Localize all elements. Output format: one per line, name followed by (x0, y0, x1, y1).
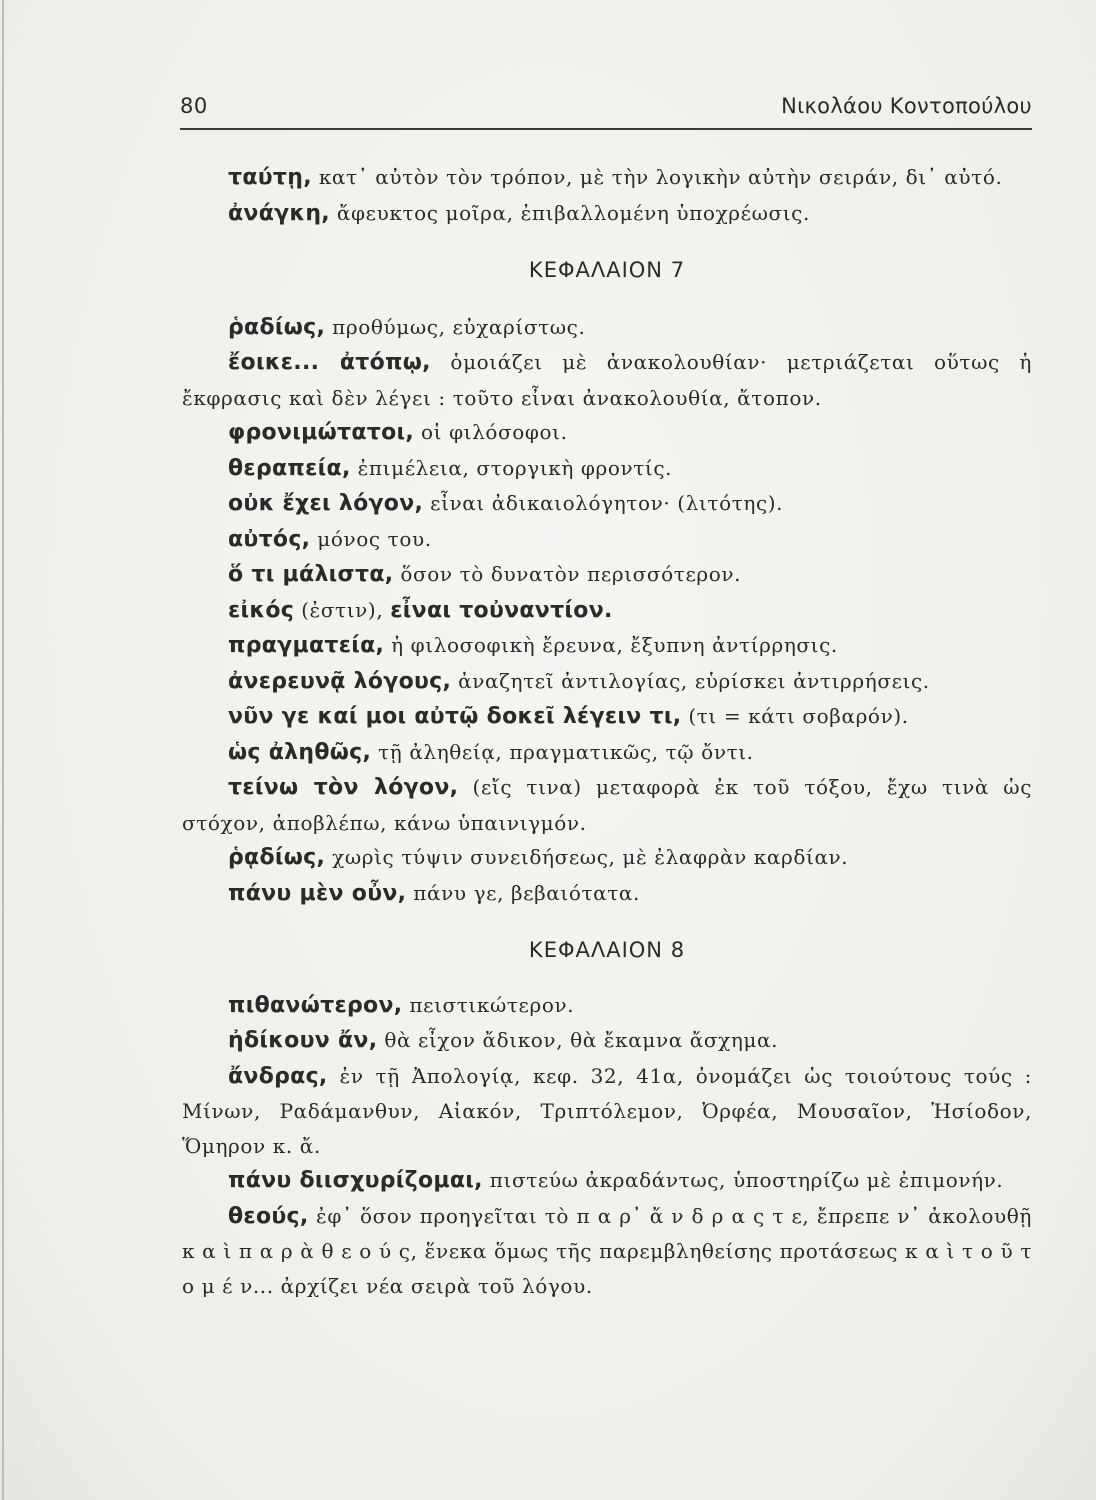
entry-gloss: πάνυ γε, βεβαιότατα. (406, 880, 640, 905)
entry-gloss: πειστικώτερον. (402, 992, 575, 1017)
glossary-block-3 (182, 988, 1032, 1304)
entry-term: θεραπεία, (228, 455, 351, 481)
entry-gloss: πιστεύω ἀκραδάντως, ὑποστηρίζω μὲ ἐπιμονήν. (482, 1168, 1004, 1192)
glossary-entry (182, 196, 1032, 232)
glossary-entry (182, 628, 1032, 664)
entry-gloss: μόνος του. (310, 526, 432, 551)
entry-gloss: ὁμοιάζει μὲ ἀνακολουθίαν· μετριάζεται οὕτως ἡ ἔκφρασις καὶ δὲν λέγει : τοῦτο εἶναι ἀνακολουθία, ἄτοπον. (182, 350, 1032, 410)
entry-term: ἠδίκουν ἄν, (228, 1028, 378, 1053)
entry-gloss: ὅσον τὸ δυνατὸν περισσότερον. (393, 562, 742, 586)
entry-term: πραγματεία, (228, 633, 385, 658)
page-body (182, 160, 1032, 1303)
entry-gloss: (τι = κάτι σοβαρόν). (681, 704, 909, 728)
glossary-entry (182, 345, 1032, 415)
entry-term: αὐτός, (228, 526, 311, 552)
entry-term: ῥᾳδίως, (228, 845, 326, 870)
glossary-entry (182, 593, 1032, 629)
entry-gloss: ἐπιμέλεια, στοργικὴ φροντίς. (350, 455, 673, 480)
glossary-entry (182, 451, 1032, 487)
entry-term: ταύτῃ, (228, 165, 312, 190)
entry-gloss: κατ᾽ αὐτὸν τὸν τρόπον, μὲ τὴν λογικὴν αὐτὴν σειράν, δι᾽ αὐτό. (311, 165, 1003, 189)
entry-gloss: ἐφ᾽ ὅσον προηγεῖται τὸ π α ρ᾽ ἄ ν δ ρ α ς τ ε, ἔπρεπε ν᾽ ἀκολουθῇ κ α ὶ π α ρ ὰ θ ε ο ύ ς, ἕνεκα ὅμως τῆς παρεμβληθείσης προτάσεως κ α ὶ τ ο ῦ τ ο μ έ ν... ἀρχίζει νέα σειρὰ τοῦ λόγου. (182, 1203, 1032, 1298)
entry-term: ἄνδρας, (228, 1063, 328, 1089)
glossary-entry (182, 160, 1032, 196)
entry-term: πάνυ διισχυρίζομαι, (228, 1168, 483, 1193)
page-number: 80 (180, 94, 208, 118)
entry-term: φρονιμώτατοι, (228, 420, 415, 445)
entry-gloss: (ἐστιν), (294, 597, 391, 622)
glossary-entry (182, 988, 1032, 1024)
entry-gloss: ἀναζητεῖ ἀντιλογίας, εὑρίσκει ἀντιρρήσεις. (451, 668, 930, 693)
entry-term: νῦν γε καί μοι αὐτῷ δοκεῖ λέγειν τι, (228, 704, 682, 729)
entry-term: ἀνάγκη, (228, 200, 330, 226)
page-edge (2, 0, 4, 1500)
entry-gloss: χωρὶς τύψιν συνειδήσεως, μὲ ἐλαφρὰν καρδίαν. (325, 845, 849, 869)
entry-term: εἰκός (228, 597, 295, 623)
entry-gloss: ἡ φιλοσοφικὴ ἔρευνα, ἔξυπνη ἀντίρρησις. (384, 633, 838, 657)
entry-term: τείνω τὸν λόγον, (228, 775, 459, 800)
running-head: Νικολάου Κοντοπούλου (781, 94, 1032, 118)
glossary-block-2 (182, 310, 1032, 912)
entry-term-secondary: εἶναι τοὐναντίον. (390, 597, 613, 623)
glossary-entry (182, 1163, 1032, 1199)
chapter-heading-8: ΚΕΦΑΛΑΙΟΝ 8 (528, 938, 686, 962)
entry-term: ῥαδίως, (228, 314, 326, 340)
entry-term: θεούς, (228, 1203, 309, 1229)
glossary-entry (182, 876, 1032, 912)
glossary-entry (182, 557, 1032, 593)
glossary-entry (182, 664, 1032, 700)
entry-gloss: ἐν τῇ Ἀπολογίᾳ, κεφ. 32, 41α, ὀνομάζει ὡς τοιούτους τούς : Μίνων, Ραδάμανθυν, Αἰακόν, Τριπτόλεμον, Ὀρφέα, Μουσαῖον, Ἡσίοδον, Ὅμηρον κ. ἄ. (182, 1063, 1032, 1158)
glossary-entry (182, 1023, 1032, 1059)
chapter-heading-7: ΚΕΦΑΛΑΙΟΝ 7 (528, 258, 686, 282)
page-header (180, 94, 1032, 130)
entry-gloss: (εἴς τινα) μεταφορὰ ἐκ τοῦ τόξου, ἔχω τινὰ ὡς στόχον, ἀποβλέπω, κάνω ὑπαινιγμόν. (182, 775, 1032, 835)
entry-gloss: προθύμως, εὐχαρίστως. (325, 314, 586, 339)
entry-gloss: θὰ εἶχον ἄδικον, θὰ ἔκαμνα ἄσχημα. (377, 1028, 779, 1052)
entry-term: πιθανώτερον, (228, 992, 403, 1018)
entry-term: πάνυ μὲν οὖν, (228, 880, 407, 906)
entry-gloss: οἱ φιλόσοφοι. (414, 420, 568, 444)
entry-gloss: ἄφευκτος μοῖρα, ἐπιβαλλομένη ὑποχρέωσις. (329, 200, 810, 225)
entry-gloss: εἶναι ἀδικαιολόγητον· (λιτότης). (423, 491, 784, 515)
glossary-entry (182, 522, 1032, 558)
glossary-entry (182, 486, 1032, 522)
glossary-entry (182, 1059, 1032, 1164)
glossary-entry (182, 699, 1032, 735)
entry-term: ἀνερευνᾷ λόγους, (228, 668, 452, 694)
glossary-entry (182, 310, 1032, 346)
entry-term: ἔοικε... ἀτόπῳ, (228, 350, 431, 375)
entry-term: ὡς ἀληθῶς, (228, 739, 372, 765)
glossary-block-1 (182, 160, 1032, 231)
entry-gloss: τῇ ἀληθείᾳ, πραγματικῶς, τῷ ὄντι. (371, 739, 754, 764)
glossary-entry (182, 415, 1032, 451)
entry-term: οὐκ ἔχει λόγον, (228, 491, 424, 516)
glossary-entry (182, 770, 1032, 840)
glossary-entry (182, 840, 1032, 876)
glossary-entry (182, 735, 1032, 771)
glossary-entry (182, 1199, 1032, 1304)
entry-term: ὅ τι μάλιστα, (228, 562, 394, 587)
